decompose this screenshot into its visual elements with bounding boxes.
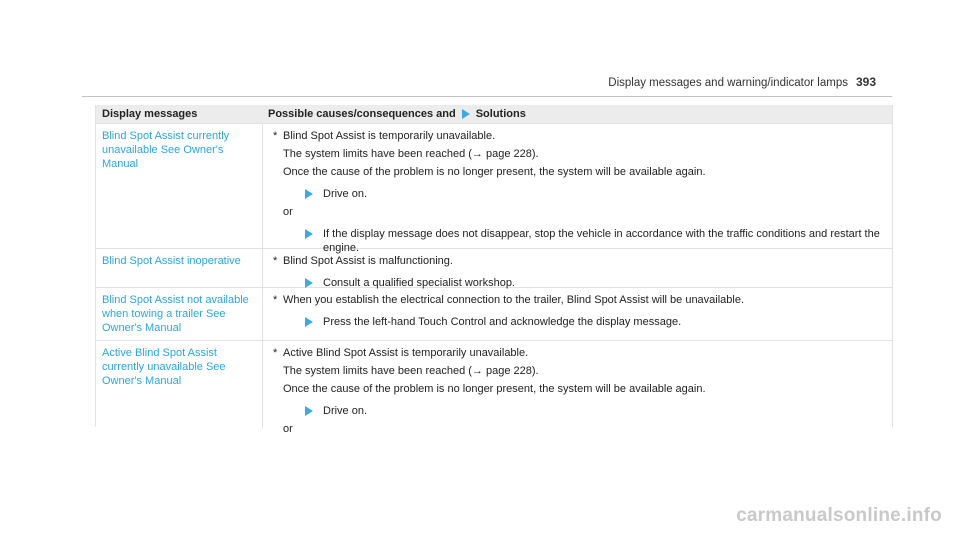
cause <box>273 346 882 360</box>
table-row <box>96 123 892 254</box>
arrow-right-icon <box>305 189 313 199</box>
cause-text: Active Blind Spot Assist is temporarily unavailable. <box>283 347 529 359</box>
watermark: carmanualsonline.info <box>736 505 942 526</box>
bullet-star: * <box>273 255 278 267</box>
paragraph: The system limits have been reached (→ page 228). <box>283 148 539 160</box>
solution-cell <box>262 341 892 435</box>
bullet-star: * <box>273 130 278 142</box>
step-text: Drive on. <box>323 188 368 200</box>
step-text: If the display message does not disappear, stop the vehicle in accordance with the traffic conditions and restart the engine. <box>323 228 880 254</box>
running-head <box>608 75 876 89</box>
cause <box>273 293 882 307</box>
arrow-right-icon <box>305 406 313 416</box>
arrow-right-icon <box>305 229 313 239</box>
or-text: or <box>283 423 293 435</box>
column-header-causes: Possible causes/consequences and <box>268 108 456 120</box>
display-message: Blind Spot Assist inoperative <box>102 255 241 267</box>
arrow-right-icon <box>305 317 313 327</box>
action-step <box>273 404 882 418</box>
cause <box>273 129 882 143</box>
arrow-right-icon <box>462 109 470 119</box>
step-text: Drive on. <box>323 405 368 417</box>
solution-cell <box>262 124 892 254</box>
paragraph: The system limits have been reached (→ page 228). <box>283 365 539 377</box>
column-header-solutions-label: Solutions <box>475 108 526 120</box>
action-step <box>273 315 882 329</box>
page-number: 393 <box>855 75 876 89</box>
column-header-messages: Display messages <box>102 108 198 120</box>
solution-cell <box>262 288 892 340</box>
step-text: Press the left-hand Touch Control and acknowledge the display message. <box>323 316 682 328</box>
table-row <box>96 287 892 340</box>
table-row <box>96 340 892 435</box>
action-step <box>273 187 882 201</box>
cause-text: When you establish the electrical connection to the trailer, Blind Spot Assist will be unavailable. <box>283 294 745 306</box>
header-rule <box>82 96 892 97</box>
arrow-right-icon <box>305 278 313 288</box>
bullet-star: * <box>273 294 278 306</box>
column-header-solutions <box>262 107 892 121</box>
paragraph: Once the cause of the problem is no longer present, the system will be available again. <box>283 166 706 178</box>
solution-cell <box>262 249 892 287</box>
cause-text: Blind Spot Assist is temporarily unavailable. <box>283 130 496 142</box>
paragraph: Once the cause of the problem is no longer present, the system will be available again. <box>283 383 706 395</box>
display-message: Blind Spot Assist not available when towing a trailer See Owner's Manual <box>102 294 249 334</box>
table-header <box>96 105 892 123</box>
or-text: or <box>283 206 293 218</box>
display-message: Active Blind Spot Assist currently unavailable See Owner's Manual <box>102 347 226 387</box>
cause <box>273 254 882 268</box>
bullet-star: * <box>273 347 278 359</box>
table-row <box>96 248 892 287</box>
cause-text: Blind Spot Assist is malfunctioning. <box>283 255 453 267</box>
display-message: Blind Spot Assist currently unavailable See Owner's Manual <box>102 130 230 170</box>
display-messages-table <box>95 105 893 435</box>
running-head-title: Display messages and warning/indicator lamps <box>608 77 848 89</box>
step-text: Consult a qualified specialist workshop. <box>323 277 515 289</box>
